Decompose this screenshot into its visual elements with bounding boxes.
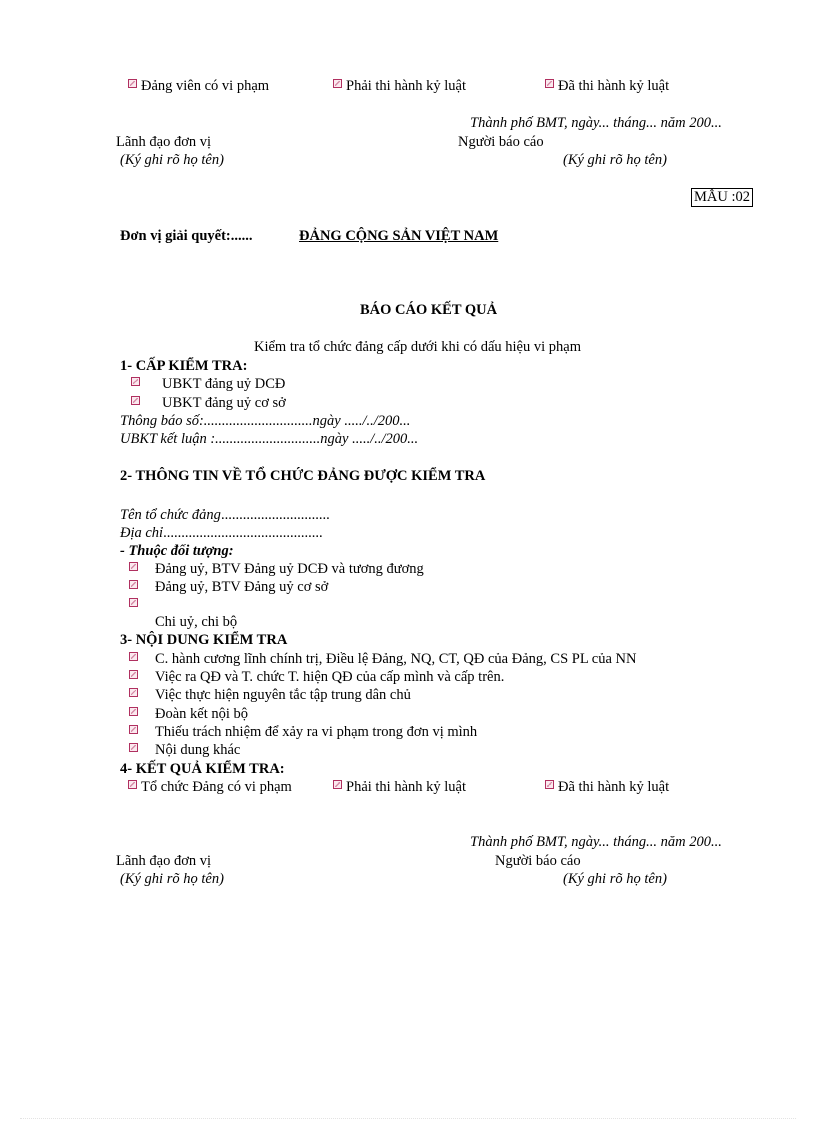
form-code: MẪU :02: [691, 188, 753, 207]
leader-label-top: Lãnh đạo đơn vị: [116, 134, 212, 150]
checkbox-icon[interactable]: [333, 780, 342, 789]
section2-item[interactable]: [129, 596, 155, 614]
section3-item[interactable]: Việc thực hiện nguyên tắc tập trung dân chủ: [129, 686, 411, 704]
leader-note-bottom: (Ký ghi rõ họ tên): [120, 871, 224, 887]
section3-item[interactable]: Nội dung khác: [129, 741, 240, 759]
section2-extra: Chi uỷ, chi bộ: [155, 614, 238, 630]
result-option-org-violation[interactable]: Tổ chức Đảng có vi phạm: [128, 778, 292, 796]
section3-item[interactable]: C. hành cương lĩnh chính trị, Điều lệ Đảng, NQ, CT, QĐ của Đảng, CS PL của NN: [129, 650, 636, 668]
top-option-party-member-violation[interactable]: Đảng viên có vi phạm: [128, 77, 269, 95]
section1-heading: 1- CẤP KIỂM TRA:: [120, 358, 248, 374]
section3-item[interactable]: Đoàn kết nội bộ: [129, 705, 248, 723]
top-option-must-discipline[interactable]: Phải thi hành kỷ luật: [333, 77, 466, 95]
page-bottom-divider: [20, 1118, 796, 1119]
checkbox-icon[interactable]: [129, 562, 138, 571]
party-name: ĐẢNG CỘNG SẢN VIỆT NAM: [299, 228, 499, 244]
checkbox-icon[interactable]: [129, 580, 138, 589]
notice-number: Thông báo số:..............................ngày ...../../200...: [120, 413, 411, 429]
section1-item[interactable]: UBKT đảng uỷ DCĐ: [131, 375, 285, 393]
reporter-note-top: (Ký ghi rõ họ tên): [563, 152, 667, 168]
checkbox-icon[interactable]: [129, 743, 138, 752]
section2-item[interactable]: Đảng uỷ, BTV Đảng uỷ DCĐ và tương đương: [129, 560, 424, 578]
checkbox-icon[interactable]: [128, 780, 137, 789]
checkbox-icon[interactable]: [545, 780, 554, 789]
unit-label: Đơn vị giải quyết:......: [120, 228, 253, 244]
checkbox-icon[interactable]: [129, 670, 138, 679]
section3-item[interactable]: Việc ra QĐ và T. chức T. hiện QĐ của cấp mình và cấp trên.: [129, 668, 504, 686]
checkbox-icon[interactable]: [129, 725, 138, 734]
reporter-label-bottom: Người báo cáo: [495, 853, 581, 869]
checkbox-icon[interactable]: [129, 688, 138, 697]
checkbox-icon[interactable]: [129, 598, 138, 607]
checkbox-icon[interactable]: [129, 652, 138, 661]
section3-heading: 3- NỘI DUNG KIỂM TRA: [120, 632, 288, 648]
reporter-note-bottom: (Ký ghi rõ họ tên): [563, 871, 667, 887]
checkbox-icon[interactable]: [128, 79, 137, 88]
top-option-disciplined[interactable]: Đã thi hành kỷ luật: [545, 77, 669, 95]
org-name-field: Tên tổ chức đảng..............................: [120, 507, 330, 523]
conclusion: UBKT kết luận :.............................ngày ...../../200...: [120, 431, 419, 447]
reporter-label-top: Người báo cáo: [458, 134, 544, 150]
checkbox-icon[interactable]: [131, 396, 140, 405]
section3-item[interactable]: Thiếu trách nhiệm để xảy ra vi phạm trong đơn vị mình: [129, 723, 477, 741]
checkbox-icon[interactable]: [131, 377, 140, 386]
section2-heading: 2- THÔNG TIN VỀ TỔ CHỨC ĐẢNG ĐƯỢC KIỂM TRA: [120, 468, 486, 484]
section1-item[interactable]: UBKT đảng uỷ cơ sở: [131, 394, 286, 412]
report-subtitle: Kiểm tra tổ chức đảng cấp dưới khi có dấu hiệu vi phạm: [254, 339, 581, 355]
result-option-must-discipline[interactable]: Phải thi hành kỷ luật: [333, 778, 466, 796]
checkbox-icon[interactable]: [545, 79, 554, 88]
result-option-disciplined[interactable]: Đã thi hành kỷ luật: [545, 778, 669, 796]
section2-item[interactable]: Đảng uỷ, BTV Đảng uỷ cơ sở: [129, 578, 328, 596]
place-date-top: Thành phố BMT, ngày... tháng... năm 200...: [470, 115, 722, 131]
leader-note-top: (Ký ghi rõ họ tên): [120, 152, 224, 168]
checkbox-icon[interactable]: [333, 79, 342, 88]
target-label: - Thuộc đối tượng:: [120, 543, 234, 559]
section4-heading: 4- KẾT QUẢ KIỂM TRA:: [120, 761, 285, 777]
leader-label-bottom: Lãnh đạo đơn vị: [116, 853, 212, 869]
address-field: Địa chỉ............................................: [120, 525, 323, 541]
checkbox-icon[interactable]: [129, 707, 138, 716]
report-title: BÁO CÁO KẾT QUẢ: [360, 302, 498, 318]
place-date-bottom: Thành phố BMT, ngày... tháng... năm 200...: [470, 834, 722, 850]
